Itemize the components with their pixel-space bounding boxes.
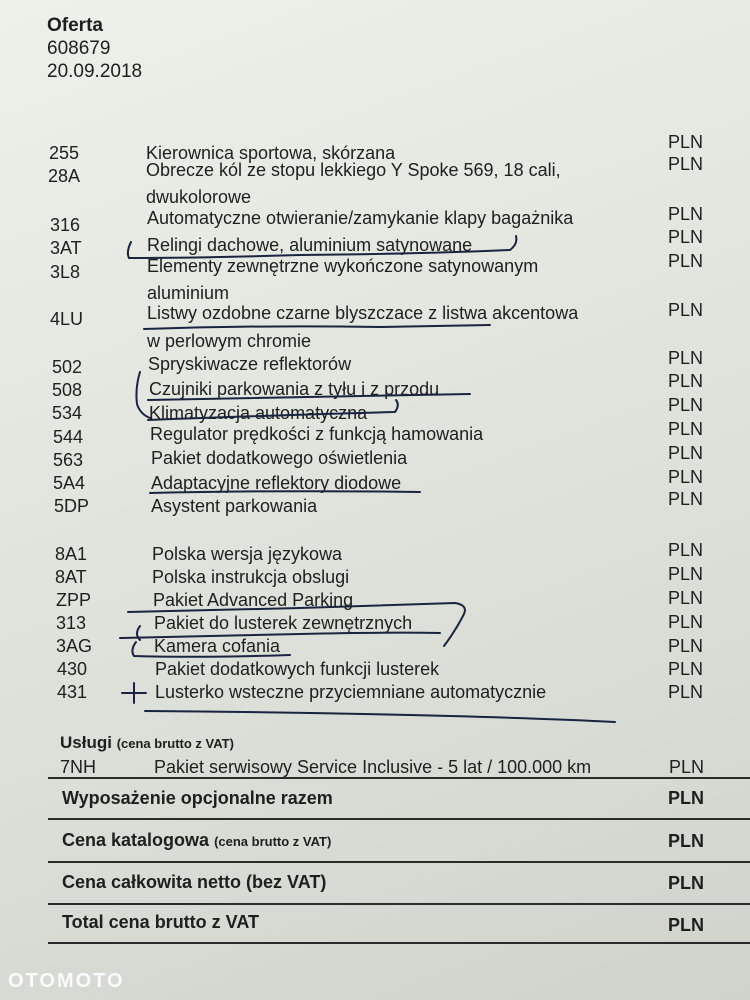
total-currency: PLN: [668, 831, 704, 851]
total-label: Total cena brutto z VAT: [62, 912, 259, 932]
item-code: 8AT: [55, 567, 87, 587]
item-code: 313: [56, 613, 87, 633]
item-currency: PLN: [668, 395, 704, 415]
item-currency: PLN: [668, 251, 704, 271]
offer-date: 20.09.2018: [47, 61, 143, 82]
item-desc: Obrecze kól ze stopu lekkiego Y Spoke 569, 18 cali,: [146, 160, 561, 180]
item-desc-cont: w perlowym chromie: [147, 331, 312, 351]
services-heading: [60, 733, 234, 753]
item-desc: Czujniki parkowania z tyłu i z przodu: [149, 379, 440, 399]
item-desc: Asystent parkowania: [151, 496, 318, 516]
item-code: 7NH: [60, 757, 97, 777]
item-desc: Kierownica sportowa, skórzana: [146, 143, 396, 163]
pen-underline: [145, 711, 615, 722]
item-currency: PLN: [668, 682, 704, 702]
item-currency: PLN: [668, 588, 704, 608]
item-code: 431: [57, 682, 88, 702]
item-desc: Pakiet do lusterek zewnętrznych: [154, 613, 413, 633]
total-currency: PLN: [668, 915, 704, 935]
item-desc-cont: aluminium: [147, 283, 230, 303]
item-code: 8A1: [55, 544, 88, 564]
total-optional-equipment: [62, 788, 333, 809]
item-code: ZPP: [56, 590, 92, 610]
item-desc: Kamera cofania: [154, 636, 281, 656]
item-desc: Elementy zewnętrzne wykończone satynowanym: [147, 256, 539, 276]
item-code: 3L8: [50, 262, 81, 282]
item-currency: PLN: [668, 371, 704, 391]
item-desc: Spryskiwacze reflektorów: [148, 354, 352, 374]
item-currency: PLN: [668, 419, 704, 439]
item-desc: Regulator prędkości z funkcją hamowania: [150, 424, 484, 444]
item-code: 508: [52, 380, 83, 400]
total-currency: PLN: [668, 873, 704, 893]
item-currency: PLN: [668, 636, 704, 656]
pen-cross: [122, 683, 146, 703]
item-desc: Pakiet dodatkowego oświetlenia: [151, 448, 408, 468]
item-currency: PLN: [668, 348, 704, 368]
item-currency: PLN: [668, 659, 704, 679]
item-desc: Adaptacyjne reflektory diodowe: [151, 473, 402, 493]
item-desc: Automatyczne otwieranie/zamykanie klapy bagażnika: [147, 208, 574, 228]
item-code: 255: [49, 143, 80, 163]
divider: [48, 777, 750, 779]
divider: [48, 861, 750, 863]
services-title: Usługi: [60, 733, 112, 752]
total-label: Wyposażenie opcjonalne razem: [62, 788, 333, 808]
item-currency: PLN: [668, 227, 704, 247]
item-code: 28A: [48, 166, 81, 186]
item-code: 544: [53, 427, 84, 447]
item-currency: PLN: [668, 489, 704, 509]
item-desc: Pakiet dodatkowych funkcji lusterek: [155, 659, 440, 679]
divider: [48, 942, 750, 944]
item-currency: PLN: [668, 467, 704, 487]
item-currency: PLN: [668, 540, 704, 560]
item-desc: Relingi dachowe, aluminium satynowane: [147, 235, 473, 255]
item-code: 4LU: [50, 309, 84, 329]
total-currency: PLN: [668, 788, 704, 808]
divider: [48, 818, 750, 820]
total-note: (cena brutto z VAT): [214, 834, 332, 849]
item-desc: Pakiet Advanced Parking: [153, 590, 354, 610]
total-catalog-price: [62, 830, 331, 851]
item-code: 3AG: [56, 636, 93, 656]
item-desc: Klimatyzacja automatyczna: [149, 403, 368, 423]
services-title-note: (cena brutto z VAT): [116, 736, 234, 751]
item-desc-cont: dwukolorowe: [146, 187, 252, 207]
item-desc: Polska wersja językowa: [152, 544, 343, 564]
offer-header: [47, 14, 142, 83]
item-code: 534: [52, 403, 83, 423]
item-currency: PLN: [668, 300, 704, 320]
item-desc: Listwy ozdobne czarne blyszczace z listwa akcentowa: [147, 303, 579, 323]
offer-title: Oferta: [47, 15, 103, 36]
item-currency: PLN: [669, 757, 705, 777]
item-code: 563: [53, 450, 84, 470]
item-code: 502: [52, 357, 83, 377]
offer-number: 608679: [47, 38, 111, 59]
item-code: 316: [50, 215, 81, 235]
total-label: Cena katalogowa: [62, 830, 210, 850]
item-desc: Lusterko wsteczne przyciemniane automatycznie: [155, 682, 547, 702]
item-code: 5DP: [54, 496, 90, 516]
item-desc: Polska instrukcja obslugi: [152, 567, 350, 587]
item-desc: Pakiet serwisowy Service Inclusive - 5 lat / 100.000 km: [154, 757, 592, 777]
total-gross-price: [62, 912, 259, 933]
total-net-price: [62, 872, 326, 893]
item-code: 430: [57, 659, 88, 679]
item-currency: PLN: [668, 154, 704, 174]
pen-bracket: [136, 372, 150, 418]
item-currency: PLN: [668, 132, 704, 152]
item-code: 3AT: [50, 238, 82, 258]
item-code: 5A4: [53, 473, 86, 493]
item-currency: PLN: [668, 564, 704, 584]
item-currency: PLN: [668, 612, 704, 632]
divider: [48, 903, 750, 905]
item-currency: PLN: [668, 443, 704, 463]
watermark-logo: OTOMOTO: [8, 970, 125, 992]
pen-bracket: [137, 626, 140, 640]
total-label: Cena całkowita netto (bez VAT): [62, 872, 327, 892]
pen-underline: [144, 325, 490, 329]
item-currency: PLN: [668, 204, 704, 224]
